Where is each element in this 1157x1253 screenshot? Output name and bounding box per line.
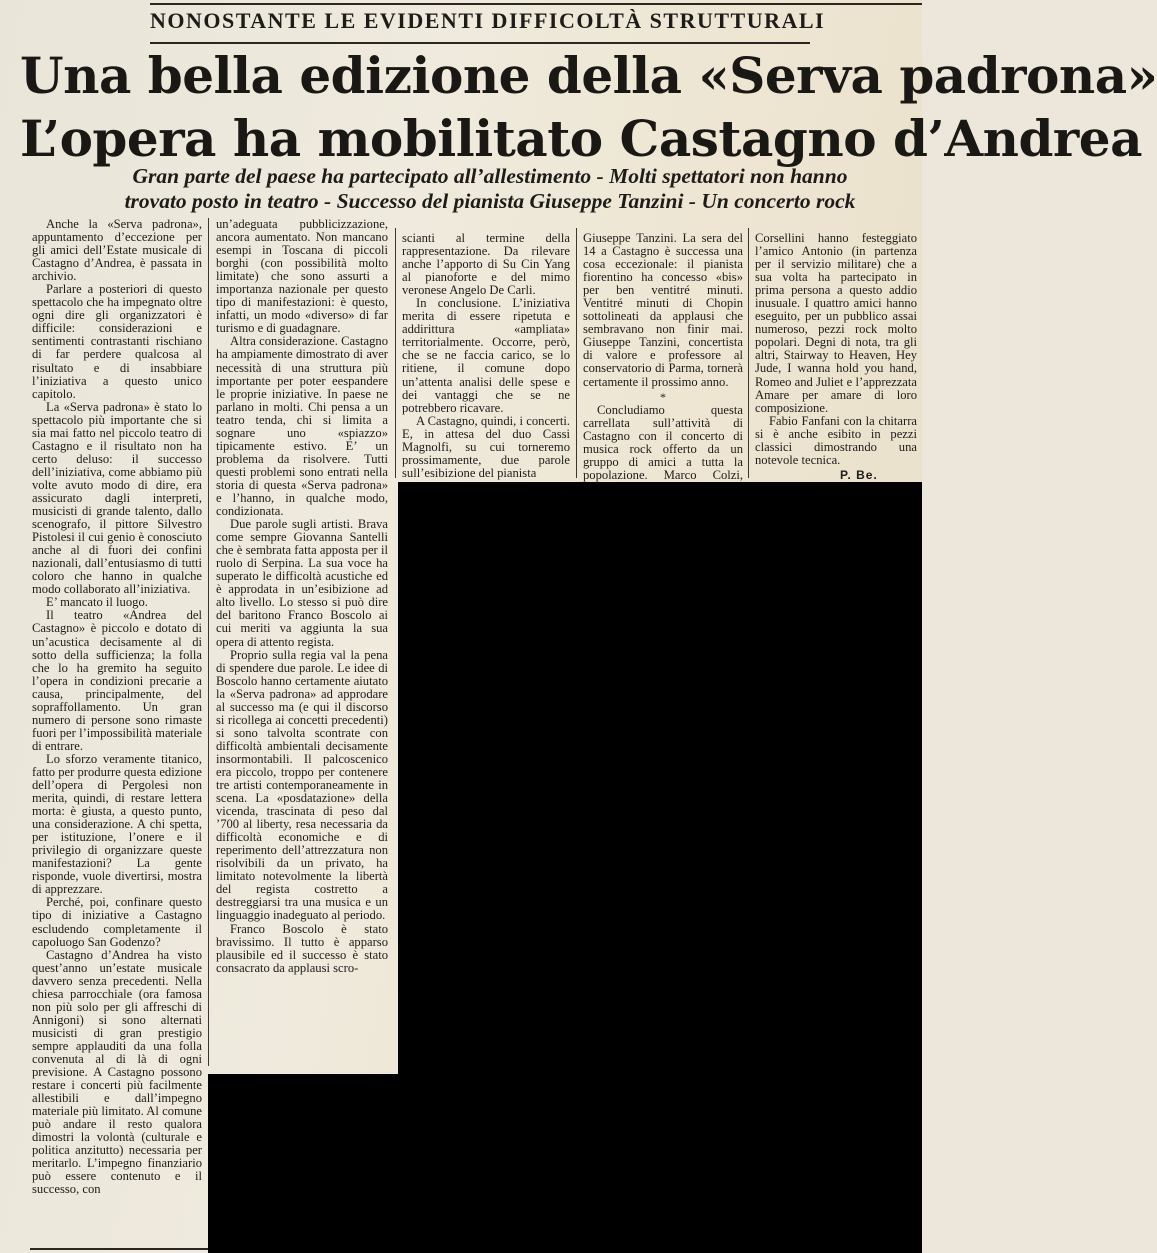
blank-area (398, 482, 922, 1253)
deck-line-2: trovato posto in teatro - Successo del pianista Giuseppe Tanzini - Un concerto rock (124, 189, 856, 213)
paragraph: In conclusione. L’iniziativa merita di essere ripetuta e addirittura «ampliata» territorialmente. Occorre, però, che se ne faccia carico, se lo ritiene, il comune dopo un’attenta analisi delle spese e dei vantaggi che se ne potrebbero ricavare. (402, 296, 570, 415)
paragraph: Corsellini hanno festeggiato l’amico Antonio (in partenza per il servizio militare) che a sua volta ha partecipato in prima persona a questo addio inusuale. I quattro amici hanno eseguito, per un pubblico assai numeroso, pezzi rock molto popolari. Degni di nota, tra gli altri, Stairway to Heaven, Hey Jude, I wanna hold you hand, Romeo and Juliet e l’apprezzata Amare per amare di loro composizione. (755, 231, 917, 415)
article-column-3 (402, 231, 570, 480)
article-column-2 (216, 218, 388, 1066)
paragraph: La «Serva padrona» è stato lo spettacolo più importante che si sia mai fatto nel piccolo teatro di Castagno e il risultato non ha certo deluso: il successo dell’iniziativa, come abbiamo più volte avuto modo di dire, era assicurato dagli interpreti, musicisti di grande talento, dallo scenografo, il pittore Silvestro Pistolesi il cui genio è conosciuto anche al di fuori dei confini nazionali, dall’entusiasmo di tutti coloro che hanno in qualche modo collaborato all’iniziativa. (32, 399, 202, 597)
paragraph: scianti al termine della rappresentazione. Da rilevare anche l’apporto di Su Cin Yang al pianoforte e del mimo veronese Angelo De Carli. (402, 231, 570, 298)
bottom-rule (30, 1248, 208, 1250)
paragraph: A Castagno, quindi, i concerti. E, in attesa del duo Cassi Magnolfi, su cui torneremo prossimamente, due parole sull’esibizione del pianista (402, 413, 570, 480)
deck-line-1: Gran parte del paese ha partecipato all’allestimento - Molti spettatori non hanno (132, 164, 848, 188)
article-column-5 (755, 231, 917, 467)
paragraph: Lo sforzo veramente titanico, fatto per produrre questa edizione dell’opera di Pergolesi non merita, quindi, di restare lettera morta: è giusta, a questo punto, una considerazione. A chi spetta, per istituzione, l’onere e il privilegio di organizzare queste manifestazioni? La gente risponde, vuole divertirsi, mostra di apprezzare. (32, 751, 202, 897)
article-column-4 (583, 231, 743, 482)
paragraph: un’adeguata pubblicizzazione, ancora aumentato. Non mancano esempi in Toscana di piccoli borghi (con possibilità molto limitate) che sono assurti a importanza nazionale per questo tipo di manifestazioni: è questo, infatti, un modo «diverso» di far turismo e di guadagnare. (216, 217, 388, 336)
paragraph: Giuseppe Tanzini. La sera del 14 a Castagno è successa una cosa eccezionale: il pianista fiorentino ha concesso «bis» per ben ventitré minuti. Ventitré minuti di Chopin sottolineati da applausi che sembravano non finir mai. Giuseppe Tanzini, concertista di valore e professore al conservatorio di Parma, tornerà certamente il prossimo anno. (583, 231, 743, 389)
kicker-rule (150, 42, 810, 44)
paragraph: Altra considerazione. Castagno ha ampiamente dimostrato di aver necessità di una struttura più importante per poter eespandere le proprie iniziative. In paese ne parlano in molti. Chi pensa a un teatro tenda, chi si limita a sognare uno «spiazzo» tipicamente estivo. E’ un problema da risolvere. Tutti questi problemi sono entrati nella storia di questa «Serva padrona» e l’hanno, in qualche modo, condizionata. (216, 334, 388, 519)
paragraph: Castagno d’Andrea ha visto quest’anno un’estate musicale davvero senza precedenti. Nella chiesa parrocchiale (ora famosa non più solo per gli affreschi di Annigoni) si sono alternati musicisti di gran prestigio sempre applauditi da una folla convenuta al di là di ogni previsione. A Castagno possono restare i concerti più facilmente allestibili e dall’impegno materiale più limitato. Al comune può andare il resto qualora dimostri la volontà (culturale e politica anzitutto) necessaria per meritarlo. L’impegno finanziario può essere contenuto e il successo, con (32, 947, 202, 1197)
paragraph: E’ mancato il luogo. (46, 595, 148, 610)
paragraph: Concludiamo questa carrellata sull’attività di Castagno con il concerto di musica rock offerto da un gruppo di amici a tutta la popolazione. Marco Colzi, (583, 402, 743, 482)
column-divider (576, 228, 577, 478)
section-star: * (660, 389, 666, 404)
paragraph: Franco Boscolo è stato bravissimo. Il tutto è apparso plausibile ed il successo è stato consacrato da applausi scro- (216, 921, 388, 975)
paragraph: Proprio sulla regia val la pena di spendere due parole. Le idee di Boscolo hanno certamente aiutato la «Serva padrona» ad approdare al successo ma (e qui il discorso si ricollega ai concetti precedenti) si sono talvolta scontrate con difficoltà ambientali decisamente insormontabili. Il palcoscenico era piccolo, troppo per contenere tre artisti contemporaneamente in scena. La «posdatazione» della vicenda, trascinata di peso dal ’700 al liberty, resa necessaria da difficoltà economiche e di reperimento dell’attrezzatura non risolvibili da un privato, ha limitato notevolmente la libertà del regista costretto a destreggiarsi tra una musica e un linguaggio inadeguato al periodo. (216, 647, 388, 923)
paragraph: Il teatro «Andrea del Castagno» è piccolo e dotato di un’acustica decisamente al di sotto della sufficienza; la folla che lo ha gremito ha seguito l’opera in condizioni precarie a causa, principalmente, del sopraffollamento. Un gran numero di persone sono rimaste fuori per l’impossibilità materiale di entrare. (32, 608, 202, 753)
paragraph: Fabio Fanfani con la chitarra si è anche esibito in pezzi classici dimostrando una notevole tecnica. (755, 413, 917, 467)
paragraph: Due parole sugli artisti. Brava come sempre Giovanna Santelli che è sembrata fatta apposta per il ruolo di Serpina. La sua voce ha superato le difficoltà acustiche ed è approdata in un’esibizione ad alto livello. Lo stesso si può dire del baritono Franco Boscolo ai cui meriti va aggiunta la sua opera di attento regista. (216, 517, 388, 649)
column-divider (208, 218, 209, 1066)
paragraph: Parlare a posteriori di questo spettacolo che ha impegnato oltre ogni dire gli organizzatori è difficile: considerazioni e sentimenti contrastanti rischiano di far perdere qualcosa al risultato e di insabbiare l’iniziativa a questo unico capitolo. (32, 282, 202, 401)
author-signature: P. Be. (840, 468, 878, 482)
column-divider (395, 228, 396, 478)
article-column-1 (32, 218, 202, 1248)
headline-line-1: Una bella edizione della «Serva padrona» (20, 46, 1157, 105)
paragraph: Anche la «Serva padrona», appuntamento d’eccezione per gli amici dell’Estate musicale di Castagno d’Andrea, è passata in archivio. (32, 217, 202, 284)
column-divider (748, 228, 749, 478)
paragraph: Perché, poi, confinare questo tipo di iniziative a Castagno escludendo completamente il capoluogo San Godenzo? (32, 895, 202, 949)
kicker: NONOSTANTE LE EVIDENTI DIFFICOLTÀ STRUTTURALI (150, 8, 826, 33)
blank-area (208, 1074, 398, 1253)
headline-line-2: L’opera ha mobilitato Castagno d’Andrea (20, 109, 1142, 168)
top-rule (150, 3, 922, 5)
